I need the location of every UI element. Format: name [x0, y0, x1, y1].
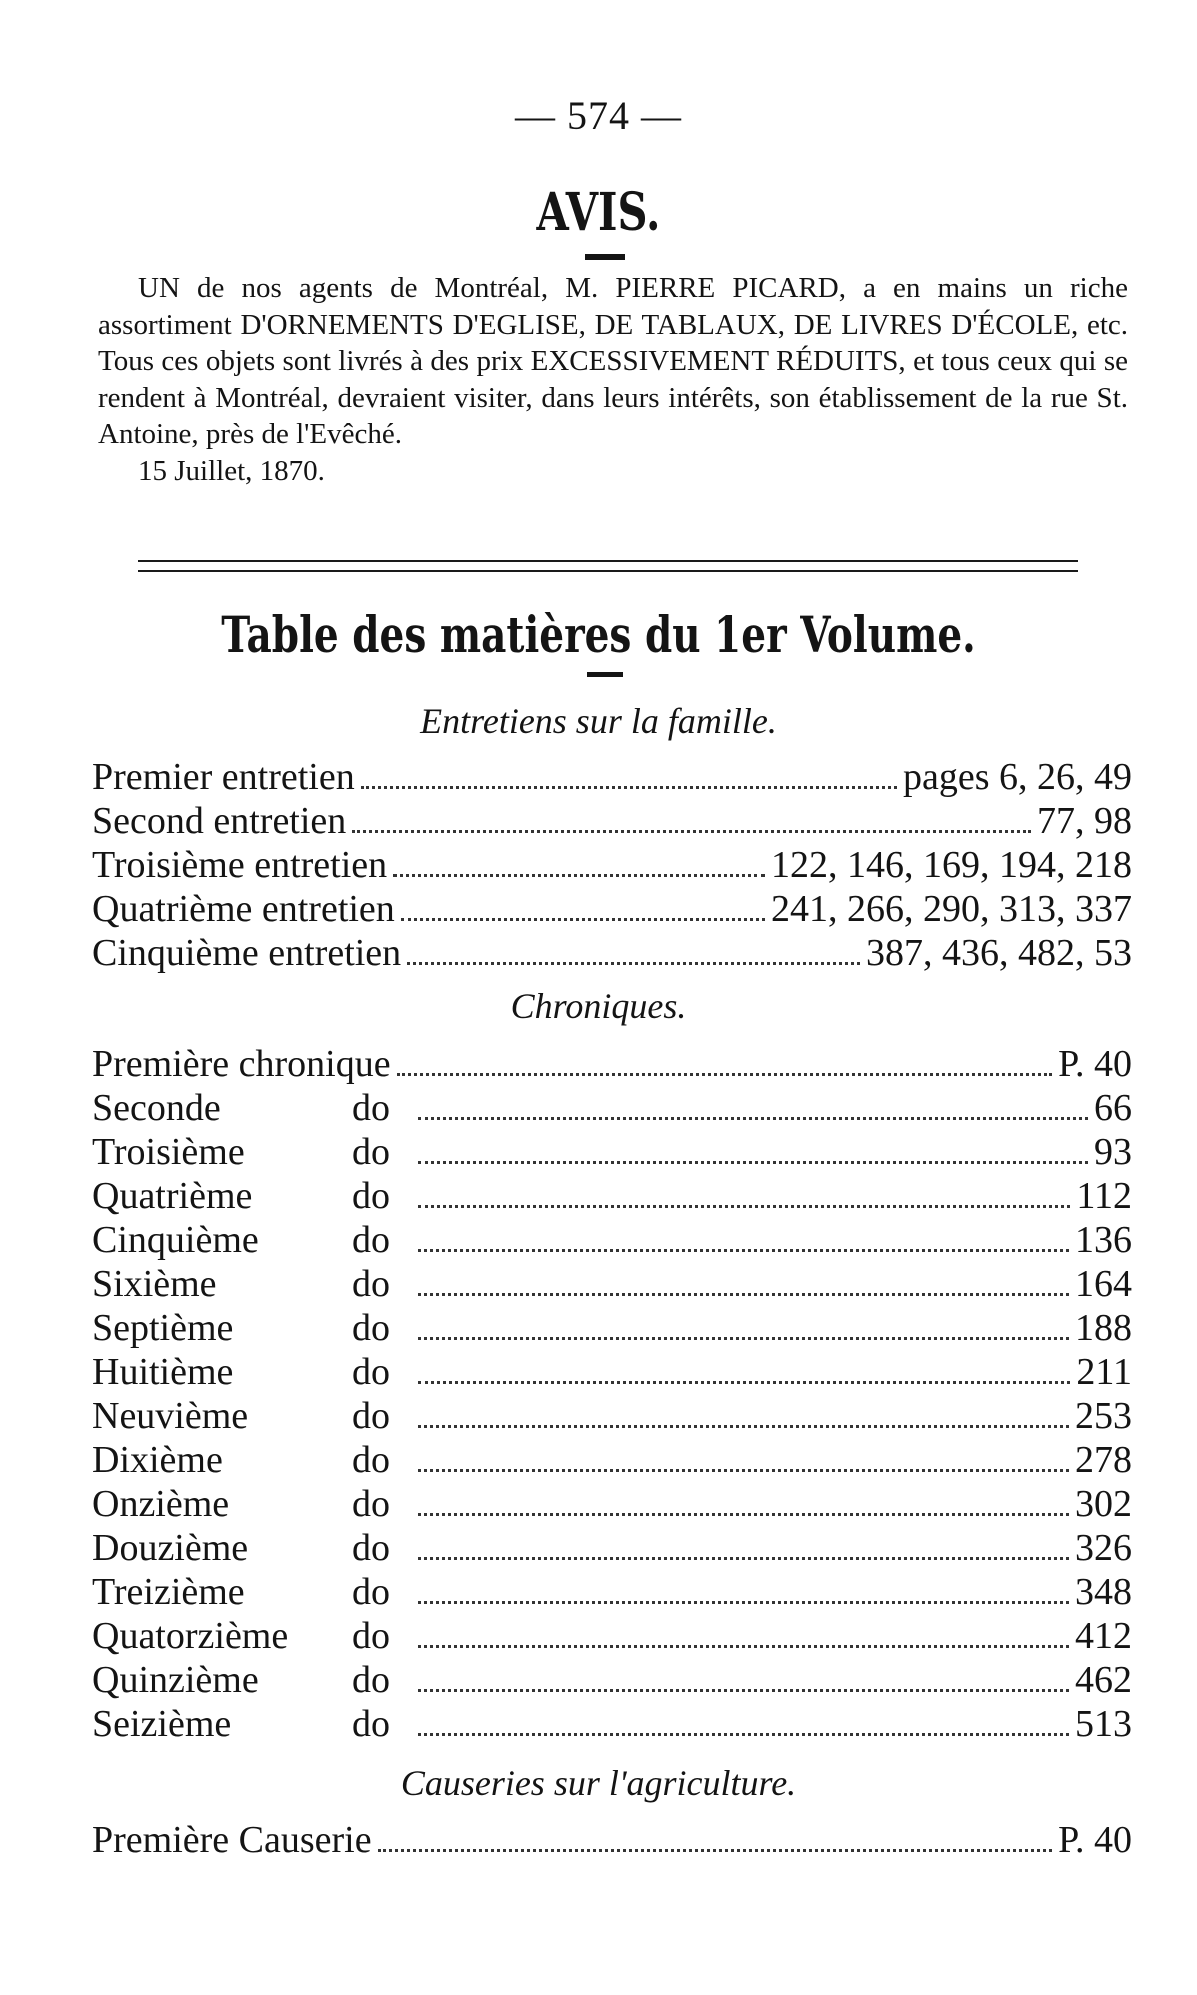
leader-dots	[407, 962, 860, 965]
toc-entry-label: Quatorzième	[92, 1615, 289, 1657]
toc-entry-pages: 188	[1075, 1307, 1132, 1349]
notice-paragraph: UN de nos agents de Montréal, M. PIERRE PICARD, a en mains un riche assortiment D'ORNEMENTS D'EGLISE, DE TABLAUX, DE LIVRES D'ÉCOLE, etc. Tous ces objets sont livrés à des prix EXCESSIVEMENT RÉDUITS, et tous ceux qui se rendent à Montréal, devraient visiter, dans leurs intérêts, son établissement de la rue St. Antoine, près de l'Evêché.	[98, 272, 1128, 450]
toc-entry-pages: pages 6, 26, 49	[902, 756, 1132, 798]
toc-entry-label: Neuvième	[92, 1395, 249, 1437]
leader-dots	[352, 830, 1031, 833]
toc-entry-label: Cinquième entretien	[92, 932, 402, 974]
toc-entry-pages: 93	[1094, 1131, 1132, 1173]
page-number: — 574 —	[515, 93, 682, 138]
section-divider	[138, 560, 1078, 572]
toc-entry-pages: 136	[1075, 1219, 1132, 1261]
leader-dots	[418, 1161, 1088, 1164]
toc-entry-pages: 211	[1076, 1351, 1132, 1393]
leader-dots	[418, 1557, 1069, 1560]
toc-entry	[92, 1174, 1132, 1218]
toc-list-family	[92, 755, 1132, 975]
toc-entry	[92, 1130, 1132, 1174]
toc-entry-pages: 112	[1076, 1175, 1132, 1217]
toc-entry-label: Première chronique	[92, 1043, 391, 1085]
toc-entry-label: Douzième	[92, 1527, 249, 1569]
toc-entry-pages: 412	[1075, 1615, 1132, 1657]
toc-entry	[92, 1262, 1132, 1306]
toc-entry	[92, 1086, 1132, 1130]
toc-entry-label: Dixième	[92, 1439, 223, 1481]
toc-entry-label: Septième	[92, 1307, 234, 1349]
toc-title: Table des matières du 1er Volume.	[221, 605, 976, 664]
toc-entry	[92, 1702, 1132, 1746]
toc-entry-pages: 513	[1075, 1703, 1132, 1745]
toc-entry	[92, 887, 1132, 931]
toc-entry-label: Première Causerie	[92, 1819, 372, 1861]
leader-dots	[418, 1205, 1070, 1208]
ditto-mark: do	[352, 1087, 390, 1129]
toc-section-heading-chronicles: Chroniques.	[510, 986, 687, 1026]
leader-dots	[378, 1849, 1052, 1852]
leader-dots	[418, 1337, 1069, 1340]
ditto-mark: do	[352, 1571, 390, 1613]
ditto-mark: do	[352, 1527, 390, 1569]
toc-entry-pages: 387, 436, 482, 53	[866, 932, 1132, 974]
leader-dots	[418, 1293, 1069, 1296]
leader-dots	[397, 1073, 1052, 1076]
leader-dots	[418, 1425, 1069, 1428]
toc-entry-label: Troisième entretien	[92, 844, 388, 886]
title-underline	[585, 254, 625, 260]
leader-dots	[418, 1601, 1069, 1604]
toc-entry-pages: 462	[1075, 1659, 1132, 1701]
toc-entry-label: Huitième	[92, 1351, 234, 1393]
ditto-mark: do	[352, 1439, 390, 1481]
toc-entry-pages: 122, 146, 169, 194, 218	[771, 844, 1132, 886]
toc-entry-pages: 66	[1094, 1087, 1132, 1129]
toc-entry-label: Sixième	[92, 1263, 217, 1305]
toc-entry	[92, 1658, 1132, 1702]
leader-dots	[418, 1117, 1088, 1120]
toc-entry-pages: 348	[1075, 1571, 1132, 1613]
toc-entry	[92, 1394, 1132, 1438]
leader-dots	[401, 918, 765, 921]
notice-body	[98, 270, 1128, 489]
toc-entry-label: Onzième	[92, 1483, 230, 1525]
toc-entry-pages: P. 40	[1058, 1819, 1132, 1861]
toc-entry-label: Second entretien	[92, 800, 347, 842]
ditto-mark: do	[352, 1395, 390, 1437]
toc-section-heading-agriculture: Causeries sur l'agriculture.	[400, 1763, 797, 1803]
toc-entry-pages: 253	[1075, 1395, 1132, 1437]
ditto-mark: do	[352, 1175, 390, 1217]
ditto-mark: do	[352, 1659, 390, 1701]
leader-dots	[418, 1469, 1069, 1472]
leader-dots	[418, 1381, 1070, 1384]
toc-entry	[92, 1570, 1132, 1614]
toc-title-underline	[587, 672, 623, 677]
toc-entry-pages: 278	[1075, 1439, 1132, 1481]
ditto-mark: do	[352, 1483, 390, 1525]
ditto-mark: do	[352, 1131, 390, 1173]
toc-entry	[92, 1438, 1132, 1482]
toc-entry-pages: 164	[1075, 1263, 1132, 1305]
toc-entry-label: Treizième	[92, 1571, 245, 1613]
toc-entry	[92, 931, 1132, 975]
leader-dots	[418, 1689, 1069, 1692]
toc-entry-pages: P. 40	[1058, 1043, 1132, 1085]
toc-entry	[92, 799, 1132, 843]
toc-entry-label: Troisième	[92, 1131, 245, 1173]
ditto-mark: do	[352, 1615, 390, 1657]
toc-entry	[92, 843, 1132, 887]
leader-dots	[418, 1733, 1069, 1736]
notice-date: 15 Juillet, 1870.	[138, 454, 325, 487]
toc-entry-label: Seconde	[92, 1087, 221, 1129]
toc-section-heading-family: Entretiens sur la famille.	[420, 701, 777, 741]
toc-entry-label: Seizième	[92, 1703, 232, 1745]
toc-entry-label: Premier entretien	[92, 756, 355, 798]
toc-entry	[92, 1614, 1132, 1658]
toc-entry	[92, 1482, 1132, 1526]
ditto-mark: do	[352, 1219, 390, 1261]
leader-dots	[418, 1645, 1069, 1648]
leader-dots	[393, 874, 765, 877]
leader-dots	[361, 786, 897, 789]
notice-title: AVIS.	[536, 182, 661, 243]
toc-entry	[92, 1526, 1132, 1570]
toc-list-chronicles	[92, 1042, 1132, 1746]
toc-entry	[92, 1350, 1132, 1394]
leader-dots	[418, 1513, 1069, 1516]
toc-entry-pages: 326	[1075, 1527, 1132, 1569]
toc-entry-label: Quinzième	[92, 1659, 259, 1701]
toc-entry-pages: 241, 266, 290, 313, 337	[771, 888, 1132, 930]
toc-entry-pages: 302	[1075, 1483, 1132, 1525]
ditto-mark: do	[352, 1703, 390, 1745]
toc-list-agriculture	[92, 1818, 1132, 1862]
toc-entry	[92, 1818, 1132, 1862]
toc-entry-pages: 77, 98	[1037, 800, 1132, 842]
toc-entry-label: Quatrième	[92, 1175, 253, 1217]
toc-entry	[92, 1306, 1132, 1350]
toc-entry	[92, 1042, 1132, 1086]
toc-entry	[92, 755, 1132, 799]
toc-entry	[92, 1218, 1132, 1262]
ditto-mark: do	[352, 1351, 390, 1393]
ditto-mark: do	[352, 1307, 390, 1349]
leader-dots	[418, 1249, 1069, 1252]
toc-entry-label: Quatrième entretien	[92, 888, 395, 930]
toc-entry-label: Cinquième	[92, 1219, 259, 1261]
ditto-mark: do	[352, 1263, 390, 1305]
